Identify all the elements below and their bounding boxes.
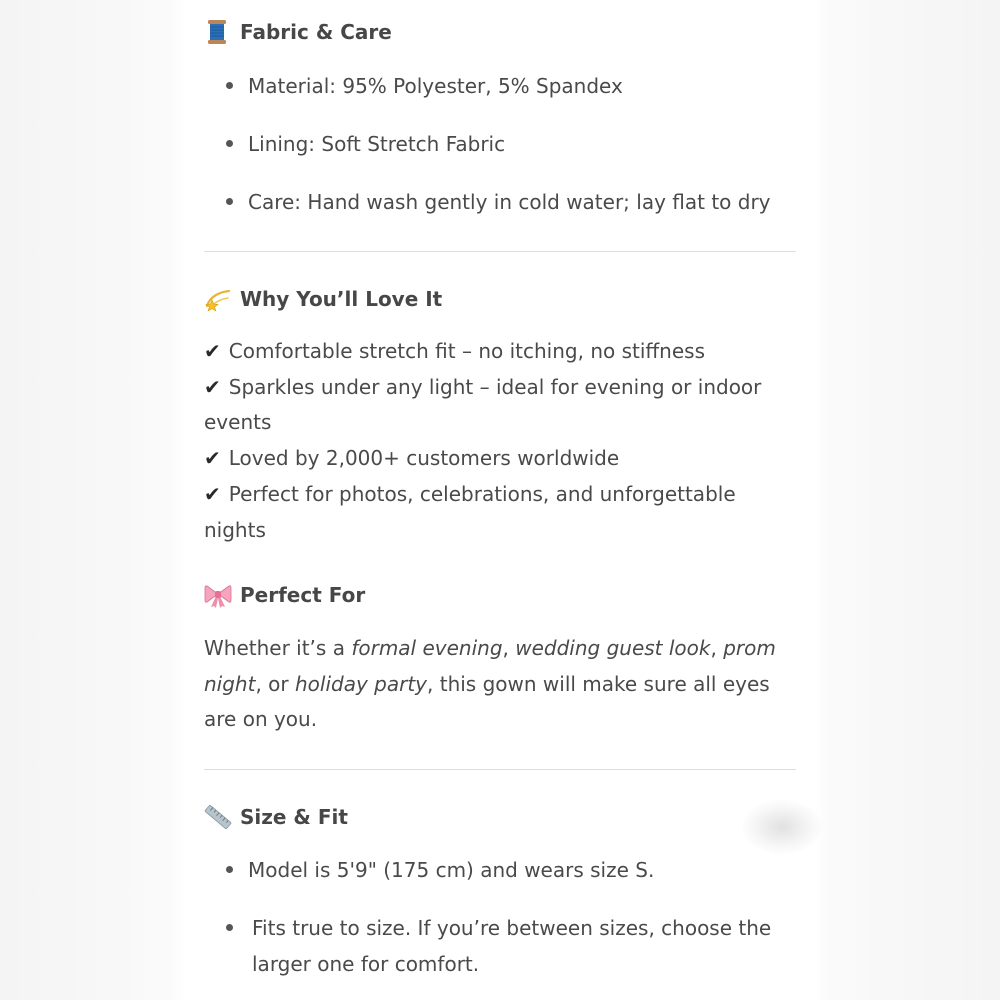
checkmark-icon: ✔: [204, 446, 221, 471]
section-title-text: Size & Fit: [240, 805, 348, 829]
list-item: ✔ Loved by 2,000+ customers worldwide: [204, 446, 620, 471]
section-title-text: Fabric & Care: [240, 20, 392, 44]
why-love-heading: [204, 282, 442, 316]
dizzy-star-icon: [204, 286, 232, 312]
list-item: Model is 5'9" (175 cm) and wears size S.: [226, 852, 654, 888]
perfect-for-heading: [204, 578, 365, 612]
list-item: ✔ Comfortable stretch fit – no itching, no stiffness: [204, 339, 706, 363]
list-item: Material: 95% Polyester, 5% Spandex: [226, 68, 623, 104]
ruler-icon: [204, 804, 232, 830]
thread-spool-icon: [204, 19, 232, 45]
section-divider: [204, 251, 796, 252]
checkmark-icon: ✔: [204, 374, 221, 399]
bullet-icon: [226, 866, 233, 873]
list-item: ✔ Sparkles under any light – ideal for evening or indoor events: [204, 374, 762, 435]
fabric-care-heading: [204, 15, 392, 49]
list-item: Care: Hand wash gently in cold water; lay flat to dry: [226, 184, 771, 220]
ribbon-bow-icon: [204, 582, 232, 608]
why-love-list: [204, 334, 796, 548]
list-item: Lining: Soft Stretch Fabric: [226, 126, 505, 162]
list-item: ✔ Perfect for photos, celebrations, and unforgettable nights: [204, 481, 736, 542]
checkmark-icon: ✔: [204, 339, 221, 363]
section-title-text: Why You’ll Love It: [240, 287, 443, 311]
bullet-icon: [226, 924, 233, 931]
bullet-icon: [226, 140, 233, 147]
bullet-icon: [226, 198, 233, 205]
perfect-for-paragraph: Whether it’s a formal evening, wedding guest look, prom night, or holiday party, this gown will make sure all eyes are on you.: [204, 636, 776, 732]
size-fit-heading: [204, 800, 348, 834]
list-item: Fits true to size. If you’re between sizes, choose the larger one for comfort.: [226, 910, 792, 982]
section-divider: [204, 769, 796, 770]
section-title-text: Perfect For: [240, 583, 366, 607]
bullet-icon: [226, 82, 233, 89]
blur-smudge: [742, 800, 822, 854]
checkmark-icon: ✔: [204, 481, 221, 506]
